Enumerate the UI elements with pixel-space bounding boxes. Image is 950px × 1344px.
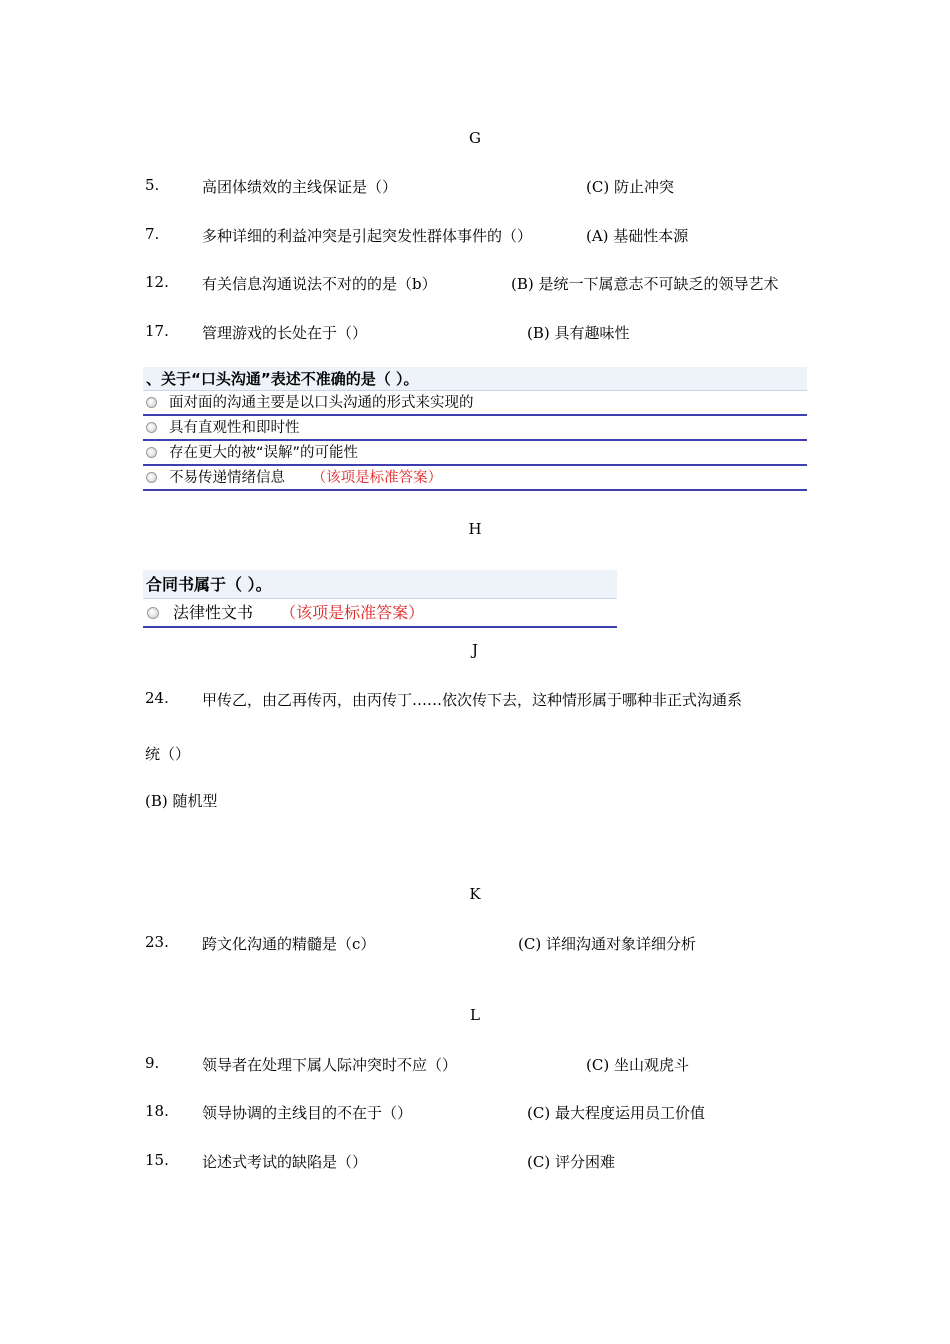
question-text: 甲传乙，由乙再传丙，由丙传丁……依次传下去，这种情形属于哪种非正式沟通系 [202, 691, 743, 709]
answer-text: (B) 具有趣味性 [527, 324, 630, 342]
question-text: 领导者在处理下属人际冲突时不应（） [202, 1056, 458, 1074]
question-number: 5. [145, 176, 160, 194]
question-text: 多种详细的利益冲突是引起突发性群体事件的（） [202, 227, 533, 245]
quiz-option[interactable] [143, 599, 617, 628]
question-text-continued: 统（） [145, 745, 191, 763]
quiz-option[interactable] [143, 466, 807, 491]
answer-text: (A) 基础性本源 [586, 227, 689, 245]
section-letter-k: K [469, 885, 481, 903]
answer-text: (C) 坐山观虎斗 [586, 1056, 689, 1074]
answer-text: (C) 最大程度运用员工价值 [527, 1104, 705, 1122]
quiz-option[interactable] [143, 391, 807, 416]
answer-text: (C) 详细沟通对象详细分析 [518, 935, 696, 953]
quiz-question: 、关于“口头沟通”表述不准确的是（ ）。 [143, 367, 807, 391]
question-number: 24. [145, 689, 169, 707]
answer-text: (B) 是统一下属意志不可缺乏的领导艺术 [511, 275, 779, 293]
question-number: 17. [145, 322, 169, 340]
radio-icon[interactable] [146, 422, 157, 433]
quiz-option-label: 面对面的沟通主要是以口头沟通的形式来实现的 [169, 395, 474, 411]
radio-icon[interactable] [147, 607, 159, 619]
question-text: 领导协调的主线目的不在于（） [202, 1104, 413, 1122]
section-letter-g: G [469, 129, 481, 147]
section-letter-j: J [471, 641, 478, 659]
question-text: 跨文化沟通的精髓是（c） [202, 935, 376, 953]
answer-text: (C) 防止冲突 [586, 178, 674, 196]
radio-icon[interactable] [146, 397, 157, 408]
standard-answer-note: （该项是标准答案） [280, 603, 425, 622]
quiz-option-label: 具有直观性和即时性 [169, 420, 300, 436]
quiz-option[interactable] [143, 416, 807, 441]
answer-text: (C) 评分困难 [527, 1153, 615, 1171]
question-number: 23. [145, 933, 169, 951]
quiz-option[interactable] [143, 441, 807, 466]
quiz-option-label: 法律性文书 [173, 603, 254, 622]
question-number: 18. [145, 1102, 169, 1120]
quiz-panel-contract [143, 570, 617, 628]
radio-icon[interactable] [146, 472, 157, 483]
section-letter-h: H [468, 520, 482, 538]
radio-icon[interactable] [146, 447, 157, 458]
quiz-option-label: 存在更大的被“误解”的可能性 [169, 445, 359, 461]
question-number: 7. [145, 225, 160, 243]
question-text: 管理游戏的长处在于（） [202, 324, 368, 342]
quiz-question: 合同书属于（ ）。 [143, 570, 617, 599]
section-letter-l: L [470, 1006, 480, 1024]
quiz-panel-oral-communication [143, 367, 807, 491]
question-text: 有关信息沟通说法不对的的是（b） [202, 275, 437, 293]
quiz-option-label: 不易传递情绪信息 [169, 470, 285, 486]
question-number: 9. [145, 1054, 160, 1072]
question-text: 高团体绩效的主线保证是（） [202, 178, 398, 196]
question-number: 12. [145, 273, 169, 291]
question-number: 15. [145, 1151, 169, 1169]
question-text: 论述式考试的缺陷是（） [202, 1153, 368, 1171]
standard-answer-note: （该项是标准答案） [311, 470, 443, 486]
answer-text: (B) 随机型 [145, 792, 218, 810]
